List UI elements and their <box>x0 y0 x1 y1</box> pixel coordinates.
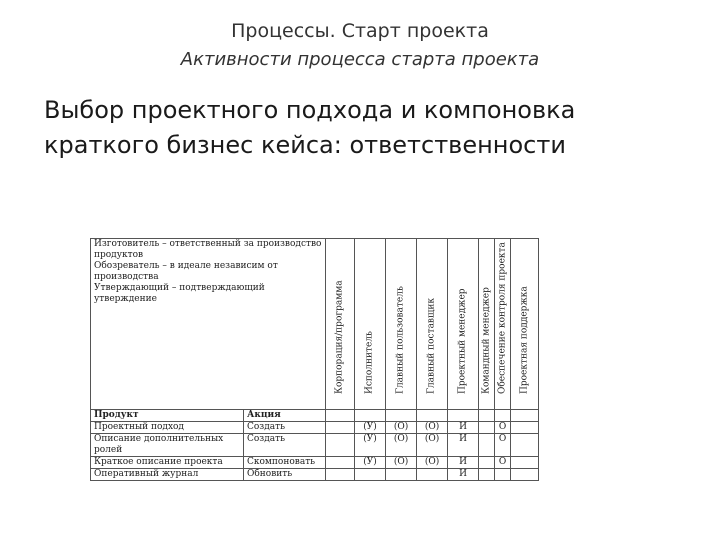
role-legend <box>91 239 326 410</box>
responsibility-cell: (О) <box>386 434 417 457</box>
responsibility-cell: И <box>448 469 479 481</box>
responsibility-cell: И <box>448 422 479 434</box>
column-header <box>448 239 479 410</box>
action-cell: Создать <box>244 422 326 434</box>
product-column-header: Продукт <box>91 410 244 422</box>
responsibility-cell: О <box>495 457 511 469</box>
column-header <box>511 239 539 410</box>
responsibility-cell <box>479 434 495 457</box>
column-header <box>386 239 417 410</box>
slide-title: Процессы. Старт проекта <box>231 20 489 42</box>
legend-reviewer: Обозреватель – в идеале независим от производства <box>94 261 278 282</box>
header-blank-cell <box>326 410 355 422</box>
responsibility-cell <box>326 457 355 469</box>
table-row <box>91 457 539 469</box>
column-header <box>479 239 495 410</box>
product-action-header-row <box>91 410 539 422</box>
legend-producer: Изготовитель – ответственный за производство продуктов <box>94 239 322 260</box>
header-blank-cell <box>417 410 448 422</box>
responsibility-cell: (У) <box>355 457 386 469</box>
column-header-label: Проектная поддержка <box>519 286 530 394</box>
column-header <box>355 239 386 410</box>
responsibility-cell: И <box>448 434 479 457</box>
header-blank-cell <box>448 410 479 422</box>
responsibility-cell <box>479 422 495 434</box>
responsibility-cell <box>355 469 386 481</box>
responsibility-cell: О <box>495 434 511 457</box>
product-cell: Проектный подход <box>91 422 244 434</box>
header-row <box>91 239 539 410</box>
responsibility-cell <box>386 469 417 481</box>
responsibility-cell <box>417 469 448 481</box>
action-cell: Скомпоновать <box>244 457 326 469</box>
column-header-label: Корпорация/программа <box>334 280 345 394</box>
action-cell: Обновить <box>244 469 326 481</box>
responsibility-cell <box>326 469 355 481</box>
slide-subtitle: Активности процесса старта проекта <box>180 49 540 70</box>
column-header-label: Обеспечение контроля проекта <box>497 242 508 394</box>
responsibility-cell: (О) <box>386 422 417 434</box>
responsibility-cell <box>511 434 539 457</box>
column-header-label: Проектный менеджер <box>457 288 468 394</box>
column-header-label: Исполнитель <box>364 331 375 394</box>
column-header <box>495 239 511 410</box>
responsibility-cell <box>511 422 539 434</box>
responsibility-cell: (О) <box>417 457 448 469</box>
table-row <box>91 422 539 434</box>
responsibility-cell <box>326 434 355 457</box>
column-header <box>417 239 448 410</box>
responsibility-cell: О <box>495 422 511 434</box>
action-column-header: Акция <box>244 410 326 422</box>
column-header <box>326 239 355 410</box>
responsibility-cell: (О) <box>417 422 448 434</box>
content-heading: Выбор проектного подхода и компоновка краткого бизнес кейса: ответственности <box>44 96 576 159</box>
responsibility-cell <box>511 457 539 469</box>
responsibility-cell: (У) <box>355 434 386 457</box>
responsibility-cell <box>479 457 495 469</box>
responsibility-cell <box>511 469 539 481</box>
responsibility-cell: И <box>448 457 479 469</box>
header-blank-cell <box>495 410 511 422</box>
responsibility-table <box>90 238 539 481</box>
header-blank-cell <box>386 410 417 422</box>
product-cell: Краткое описание проекта <box>91 457 244 469</box>
responsibility-cell <box>479 469 495 481</box>
column-header-label: Главный пользователь <box>395 286 406 394</box>
header-blank-cell <box>479 410 495 422</box>
responsibility-cell <box>495 469 511 481</box>
table-body <box>91 239 539 481</box>
responsibility-cell <box>326 422 355 434</box>
column-header-label: Командный менеджер <box>481 287 492 394</box>
responsibility-cell: (О) <box>386 457 417 469</box>
table-row <box>91 469 539 481</box>
responsibility-cell: (О) <box>417 434 448 457</box>
legend-approver: Утверждающий – подтверждающий утверждение <box>94 283 265 304</box>
responsibility-cell: (У) <box>355 422 386 434</box>
header-blank-cell <box>355 410 386 422</box>
table-row <box>91 434 539 457</box>
header-blank-cell <box>511 410 539 422</box>
responsibility-table-area <box>90 238 538 492</box>
action-cell: Создать <box>244 434 326 457</box>
product-cell: Описание дополнительных ролей <box>91 434 244 457</box>
product-cell: Оперативный журнал <box>91 469 244 481</box>
column-header-label: Главный поставщик <box>426 298 437 394</box>
